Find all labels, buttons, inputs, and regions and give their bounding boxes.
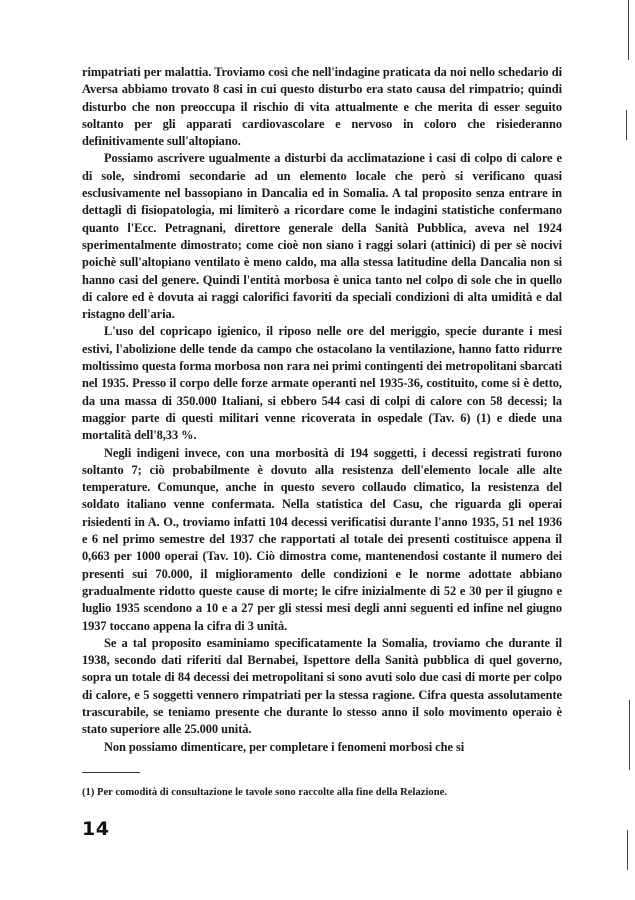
scan-edge-mark	[628, 0, 629, 60]
paragraph: Se a tal proposito esaminiamo specificatamente la Somalia, troviamo che durante il 1938, secondo dati riferiti dal Bernabei, Ispettore della Sanità pubblica di quel governo, sopra un totale di 84 decessi dei metropolitani si sono avuti solo due casi di morte per colpo di calore, e 5 soggetti vennero rimpatriati per la stessa ragione. Cifra questa assolutamente trascurabile, se teniamo presente che durante lo stesso anno il solo movimento operaio è stato superiore alle 25.000 unità.	[82, 635, 562, 737]
scan-edge-mark	[627, 830, 628, 870]
footnote-divider	[82, 772, 140, 773]
scan-edge-mark	[629, 700, 630, 770]
paragraph: rimpatriati per malattia. Troviamo così che nell'indagine praticata da noi nello schedario di Aversa abbiamo trovato 8 casi in cui questo disturbo era stato causa del rimpatrio; quindi disturbo che non preoccupa il rischio di vita attualmente e che merita di esser seguito soltanto per gli apparati cardiovascolare e nervoso in coloro che risiederanno definitivamente sull'altopiano.	[82, 65, 562, 149]
footnote: (1) Per comodità di consultazione le tavole sono raccolte alla fine della Relazione.	[82, 787, 447, 798]
body-text	[82, 64, 562, 756]
scan-edge-mark	[626, 110, 627, 140]
paragraph: Negli indigeni invece, con una morbosità di 194 soggetti, i decessi registrati furono soltanto 7; ciò probabilmente è dovuto alla resistenza dell'elemento locale alle alte temperature. Comunque, anche in questo severo collaudo climatico, la resistenza del soldato italiano venne confermata. Nella statistica del Casu, che riguarda gli operai risiedenti in A. O., troviamo infatti 104 decessi verificatisi durante l'anno 1935, 51 nel 1936 e 6 nel primo semestre del 1937 che rapportati al totale dei presenti costituisce appena il 0,663 per 1000 operai (Tav. 10). Ciò dimostra come, mantenendosi costante il numero dei presenti sui 70.000, il miglioramento delle condizioni e le norme adottate abbiano gradualmente ridotto queste cause di morte; le cifre inizialmente di 52 e 30 per il giugno e luglio 1935 scendono a 10 e a 27 per gli stessi mesi degli anni seguenti ed infine nel giugno 1937 toccano appena la cifra di 3 unità.	[82, 445, 562, 633]
paragraph: L'uso del copricapo igienico, il riposo nelle ore del meriggio, specie durante i mesi estivi, l'abolizione delle tende da campo che ostacolano la ventilazione, hanno fatto ridurre moltissimo questa forma morbosa non rara nei primi contingenti dei metropolitani sbarcati nel 1935. Presso il corpo delle forze armate operanti nel 1935-36, costituito, come si è detto, da una massa di 350.000 Italiani, si ebbero 544 casi di colpi di calore con 58 decessi; la maggior parte di questi militari venne ricoverata in ospedale (Tav. 6) (1) e diede una mortalità dell'8,33 %.	[82, 324, 562, 443]
paragraph: Possiamo ascrivere ugualmente a disturbi da acclimatazione i casi di colpo di calore e di sole, sindromi secondarie ad un elemento locale che però si verificano quasi esclusivamente nel bassopiano in Dancalia ed in Somalia. A tal proposito senza entrare in dettagli di fisiopatologia, mi limiterò a ricordare come le indagini statistiche confermano quanto l'Ecc. Petragnani, direttore generale della Sanità Pubblica, aveva nel 1924 sperimentalmente dimostrato; come cioè non siano i raggi solari (attinici) di per sè nocivi poichè sull'altopiano ventilato è meno caldo, ma alla stessa latitudine della Dancalia non si hanno casi del genere. Quindi l'entità morbosa è unica tanto nel colpo di sole che in quello di calore ed è dovuta ai raggi calorifici favoriti da speciali condizioni di alta umidità e dal ristagno dell'aria.	[82, 151, 562, 322]
page-number: 14	[82, 818, 110, 840]
paragraph: Non possiamo dimenticare, per completare i fenomeni morbosi che si	[104, 739, 465, 754]
